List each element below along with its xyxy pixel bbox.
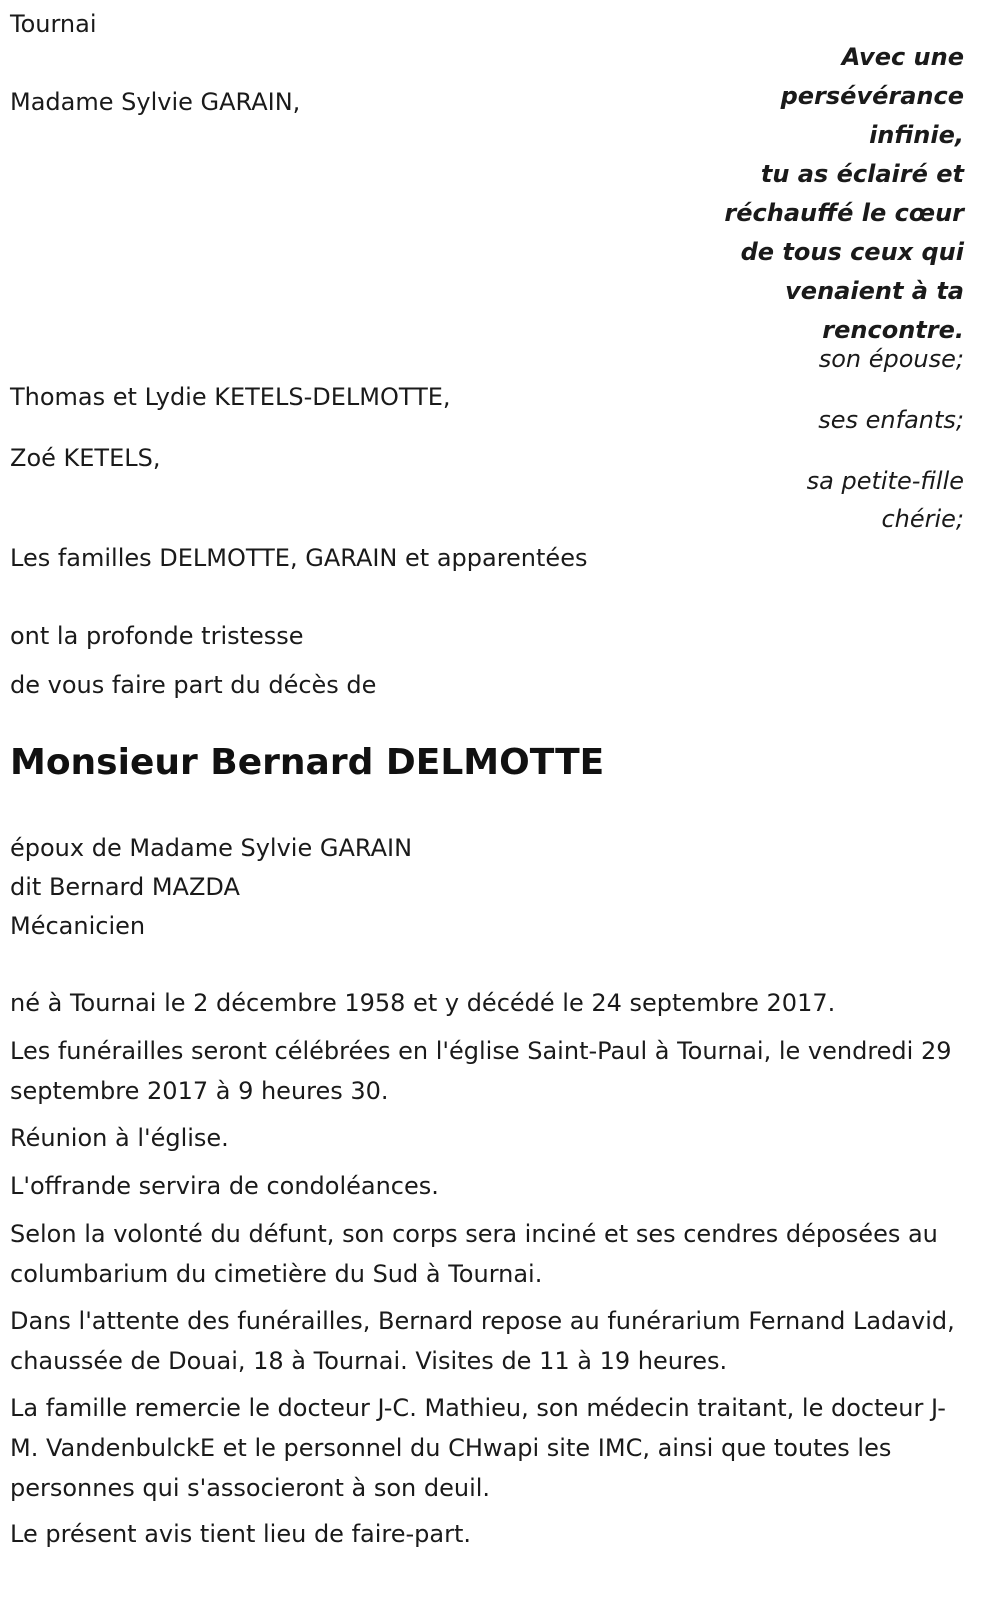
city-name: Tournai [10,10,97,38]
children-role: ses enfants; [818,406,964,434]
birth-death-line: né à Tournai le 2 décembre 1958 et y décédé le 24 septembre 2017. [10,989,836,1017]
announcement-line-2: de vous faire part du décès de [10,671,377,699]
quote-line: infinie, [869,121,964,149]
nickname-line: dit Bernard MAZDA [10,873,240,901]
quote-line: persévérance [780,82,964,110]
children-name: Thomas et Lydie KETELS-DELMOTTE, [10,383,451,411]
spouse-role: son épouse; [818,345,964,373]
notice-line: Le présent avis tient lieu de faire-part. [10,1520,472,1548]
quote-line: de tous ceux qui [740,238,964,266]
cremation-paragraph: Selon la volonté du défunt, son corps sera inciné et ses cendres déposées au columbarium du cimetière du Sud à Tournai. [10,1220,938,1288]
quote-line: rencontre. [822,316,964,344]
epitaph-quote [704,38,964,350]
spouse-of-line: époux de Madame Sylvie GARAIN [10,834,413,862]
quote-line: réchauffé le cœur [724,199,964,227]
announcement-line-1: ont la profonde tristesse [10,622,304,650]
families-line: Les familles DELMOTTE, GARAIN et apparentées [10,544,588,572]
funerarium-paragraph: Dans l'attente des funérailles, Bernard repose au funérarium Fernand Ladavid, chaussée de Douai, 18 à Tournai. Visites de 11 à 19 heures. [10,1307,955,1375]
grandchild-name: Zoé KETELS, [10,444,161,472]
offering-line: L'offrande servira de condoléances. [10,1172,439,1200]
quote-line: Avec une [841,43,964,71]
funeral-paragraph: Les funérailles seront célébrées en l'église Saint-Paul à Tournai, le vendredi 29 septembre 2017 à 9 heures 30. [10,1037,952,1105]
quote-line: tu as éclairé et [760,160,964,188]
quote-line: venaient à ta [785,277,964,305]
profession-line: Mécanicien [10,912,146,940]
spouse-name: Madame Sylvie GARAIN, [10,88,301,116]
meeting-line: Réunion à l'église. [10,1124,229,1152]
grandchild-role: sa petite-fille chérie; [806,467,964,533]
thanks-paragraph: La famille remercie le docteur J-C. Mathieu, son médecin traitant, le docteur J-M. VandenbulckE et le personnel du CHwapi site IMC, ainsi que toutes les personnes qui s'associeront à son deuil. [10,1394,946,1502]
deceased-name: Monsieur Bernard DELMOTTE [10,742,605,783]
